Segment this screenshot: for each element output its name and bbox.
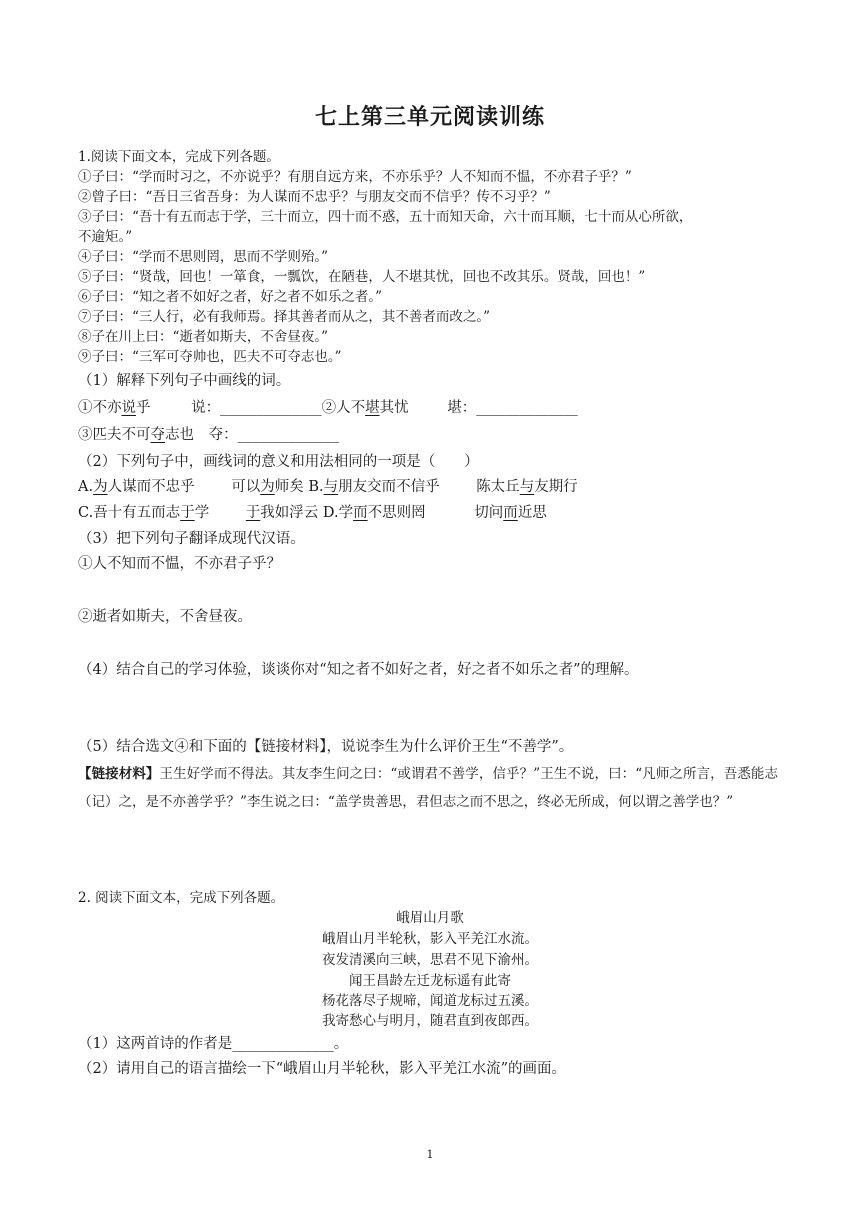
poem2-title: 闻王昌龄左迁龙标遥有此寄 xyxy=(349,973,511,989)
q1-sub2-prompt: （2）下列句子中，画线词的意义和用法相同的一项是（ ） xyxy=(78,454,479,470)
option-c-label: C. xyxy=(78,505,94,521)
sub1-item3-blank[interactable]: ______________ xyxy=(237,427,340,443)
option-c2-underlined: 于 xyxy=(245,505,261,521)
sub1-item3-pre: ③匹夫不可 xyxy=(78,427,151,443)
poem1-line1: 峨眉山月半轮秋，影入平羌江水流。 xyxy=(322,931,538,947)
option-d-label: D. xyxy=(322,505,339,521)
link-material xyxy=(78,760,778,816)
sub1-item3-key: 夺： xyxy=(208,427,238,443)
q1-passage-6: ⑥子曰：“知之者不如好之者，好之者不如乐之者。” xyxy=(78,289,383,305)
poem1-line2: 夜发清溪向三峡，思君不见下渝州。 xyxy=(322,952,538,968)
q1-intro: 1.阅读下面文本，完成下列各题。 xyxy=(78,149,280,165)
q1-passage-3-cont: 不逾矩。” xyxy=(78,229,133,245)
sub1-item3-underlined: 夺 xyxy=(150,427,165,443)
q1-sub3-prompt: （3）把下列句子翻译成现代汉语。 xyxy=(78,531,305,547)
page-title: 七上第三单元阅读训练 xyxy=(314,105,545,130)
option-d1-underlined: 而 xyxy=(353,505,368,521)
option-a1-text: 人谋而不忠乎 xyxy=(107,479,195,495)
q1-passage-5: ⑤子曰：“贤哉，回也！一箪食，一瓢饮，在陋巷，人不堪其忧，回也不改其乐。贤哉，回也！” xyxy=(78,269,646,285)
option-c1-underlined: 于 xyxy=(180,505,195,521)
poem2-line1: 杨花落尽子规啼，闻道龙标过五溪。 xyxy=(322,993,538,1009)
poem1-title: 峨眉山月歌 xyxy=(396,910,464,926)
sub1-item3-post: 志也 xyxy=(165,427,194,443)
q2-sub1-prompt: （1）这两首诗的作者是 xyxy=(78,1036,233,1052)
sub1-item2-post: 其忧 xyxy=(379,400,409,416)
option-b-label: B. xyxy=(308,479,324,495)
q1-passage-9: ⑨子曰：“三军可夺帅也，匹夫不可夺志也。” xyxy=(78,349,342,365)
option-a2-pre: 可以 xyxy=(231,479,261,495)
sub1-item1-pre: ①不亦 xyxy=(78,400,122,416)
option-d2-pre: 切问 xyxy=(474,505,504,521)
option-b2-post: 友期行 xyxy=(534,479,578,495)
option-a-label: A. xyxy=(78,479,94,495)
q2-sub1-end: 。 xyxy=(333,1036,349,1052)
q1-sub2-row2 xyxy=(78,502,547,524)
option-c1-pre: 吾十有五而志 xyxy=(93,505,181,521)
sub1-item2-pre: ②人不 xyxy=(321,400,366,416)
q1-sub5-prompt: （5）结合选文④和下面的【链接材料】，说说李生为什么评价王生“不善学”。 xyxy=(78,739,574,755)
q2-sub1 xyxy=(78,1033,348,1055)
q1-passage-4: ④子曰：“学而不思则罔，思而不学则殆。” xyxy=(78,249,329,265)
option-b1-text: 朋友交而不信乎 xyxy=(338,479,440,495)
q1-passage-3: ③子曰：“吾十有五而志于学，三十而立，四十而不惑，五十而知天命，六十而耳顺，七十而从心所欲， xyxy=(78,209,693,225)
q2-intro: 2. 阅读下面文本，完成下列各题。 xyxy=(78,890,285,906)
poem2-line2: 我寄愁心与明月，随君直到夜郎西。 xyxy=(322,1013,538,1029)
q1-sub3-item1: ①人不知而不愠，不亦君子乎？ xyxy=(78,556,281,572)
q2-sub1-blank[interactable]: ______________ xyxy=(232,1036,334,1052)
page-number: 1 xyxy=(426,1148,434,1161)
sub1-item1-post: 乎 xyxy=(136,400,151,416)
q2-sub2-prompt: （2）请用自己的语言描绘一下“峨眉山月半轮秋，影入平羌江水流”的画面。 xyxy=(78,1061,567,1077)
option-b2-underlined: 与 xyxy=(519,479,535,495)
sub1-item1-underlined: 说 xyxy=(121,400,136,416)
link-material-text: 王生好学而不得法。其友李生问之曰：“或谓君不善学，信乎？”王生不说，曰：“凡师之所言，吾悉能志（记）之，是不亦善学乎？”李生说之曰：“盖学贵善思，君但志之而不思之，终必无所成，何以谓之善学也？” xyxy=(78,766,778,810)
option-b1-underlined: 与 xyxy=(323,479,339,495)
option-c1-post: 学 xyxy=(194,505,210,521)
option-d2-underlined: 而 xyxy=(503,505,518,521)
q1-passage-1: ①子曰：“学而时习之，不亦说乎？有朋自远方来，不亦乐乎？人不知而不愠，不亦君子乎？” xyxy=(78,169,632,185)
option-d2-post: 近思 xyxy=(517,505,547,521)
q1-passage-8: ⑧子在川上曰：“逝者如斯夫，不舍昼夜。” xyxy=(78,329,329,345)
link-material-label: 【链接材料】 xyxy=(78,766,160,782)
q1-sub1-row1 xyxy=(78,397,578,419)
option-a2-post: 师矣 xyxy=(274,479,304,495)
q1-sub2-row1 xyxy=(78,476,578,498)
sub1-item2-underlined: 堪 xyxy=(365,400,380,416)
sub1-item1-blank[interactable]: ______________ xyxy=(220,400,322,416)
option-c2-post: 我如浮云 xyxy=(260,505,319,521)
option-a2-underlined: 为 xyxy=(260,479,275,495)
option-d1-post: 不思则罔 xyxy=(367,505,426,521)
q1-sub1-row2 xyxy=(78,424,339,446)
q1-passage-7: ⑦子曰：“三人行，必有我师焉。择其善者而从之，其不善者而改之。” xyxy=(78,309,491,325)
sub1-item2-key: 堪： xyxy=(447,400,477,416)
sub1-item2-blank[interactable]: ______________ xyxy=(476,400,578,416)
q1-passage-2: ②曾子曰：“吾日三省吾身：为人谋而不忠乎？与朋友交而不信乎？传不习乎？” xyxy=(78,189,551,205)
option-d1-pre: 学 xyxy=(338,505,354,521)
q1-sub4-prompt: （4）结合自己的学习体验，谈谈你对“知之者不如好之者，好之者不如乐之者”的理解。 xyxy=(78,662,639,678)
option-b2-pre: 陈太丘 xyxy=(476,479,520,495)
q1-sub1-prompt: （1）解释下列句子中画线的词。 xyxy=(78,373,291,389)
option-a1-underlined: 为 xyxy=(93,479,108,495)
q1-sub3-item2: ②逝者如斯夫，不舍昼夜。 xyxy=(78,609,252,625)
sub1-item1-key: 说： xyxy=(191,400,221,416)
